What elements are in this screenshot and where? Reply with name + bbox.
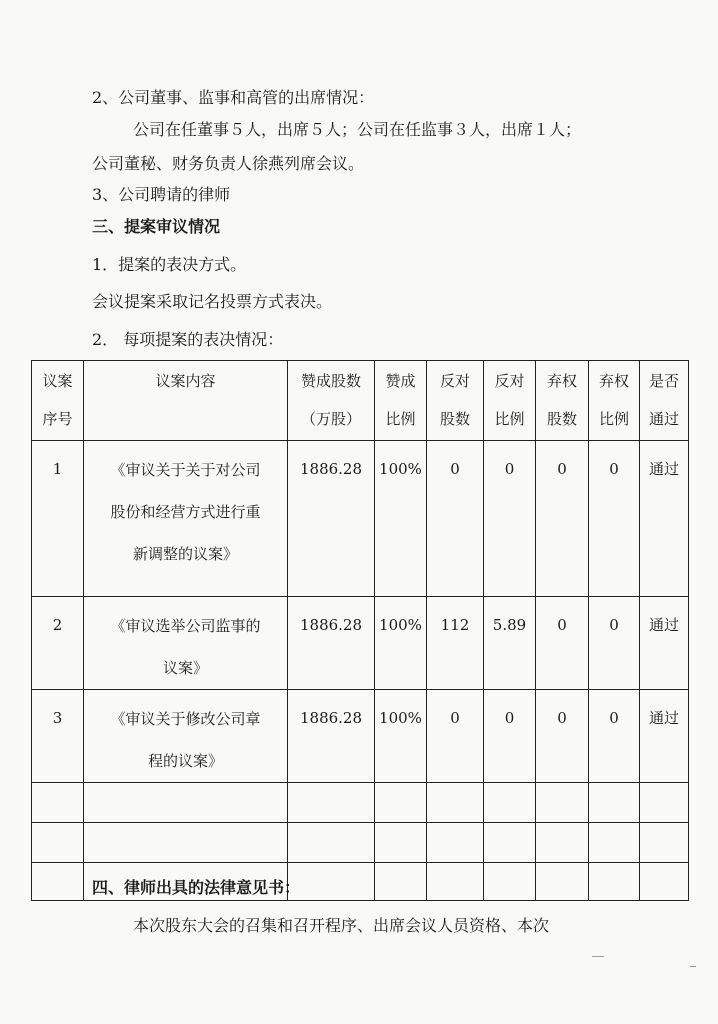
table-row	[32, 690, 689, 783]
item2-title: 2、公司董事、监事和高管的出席情况：	[92, 88, 375, 107]
empty-row	[32, 783, 689, 823]
abstain-shares: 0	[536, 597, 589, 690]
abstain-ratio: 0	[589, 441, 640, 597]
header-for-ratio: 赞成 比例	[375, 361, 427, 441]
against-shares: 0	[427, 690, 484, 783]
proposal-no: 1	[32, 441, 84, 597]
passed-status: 通过	[640, 690, 689, 783]
proposal-content: 《审议关于关于对公司 股份和经营方式进行重 新调整的议案》	[84, 441, 288, 597]
header-for-shares: 赞成股数 （万股）	[288, 361, 375, 441]
item3-title: 3、公司聘请的律师	[92, 185, 231, 204]
for-shares: 1886.28	[288, 690, 375, 783]
header-abstain-ratio: 弃权 比例	[589, 361, 640, 441]
header-against-ratio: 反对 比例	[484, 361, 536, 441]
scan-speck	[690, 966, 696, 967]
against-ratio: 5.89	[484, 597, 536, 690]
passed-status: 通过	[640, 597, 689, 690]
voting-results-table	[31, 360, 689, 901]
scan-speck	[592, 956, 604, 957]
proposal-no: 2	[32, 597, 84, 690]
empty-row	[32, 823, 689, 863]
abstain-ratio: 0	[589, 597, 640, 690]
for-ratio: 100%	[375, 597, 427, 690]
for-shares: 1886.28	[288, 597, 375, 690]
abstain-shares: 0	[536, 690, 589, 783]
header-proposal-no: 议案 序号	[32, 361, 84, 441]
header-proposal-content: 议案内容	[84, 361, 288, 441]
against-ratio: 0	[484, 441, 536, 597]
legal-opinion-text: 本次股东大会的召集和召开程序、出席会议人员资格、本次	[133, 916, 550, 935]
voting-method-text: 会议提案采取记名投票方式表决。	[92, 292, 333, 311]
for-shares: 1886.28	[288, 441, 375, 597]
against-ratio: 0	[484, 690, 536, 783]
section3-heading: 三、提案审议情况	[92, 217, 221, 236]
abstain-ratio: 0	[589, 690, 640, 783]
proposal-no: 3	[32, 690, 84, 783]
proposal-content: 《审议关于修改公司章 程的议案》	[84, 690, 288, 783]
header-against-shares: 反对 股数	[427, 361, 484, 441]
voting-method-title: 1．提案的表决方式。	[92, 255, 247, 274]
against-shares: 112	[427, 597, 484, 690]
header-abstain-shares: 弃权 股数	[536, 361, 589, 441]
for-ratio: 100%	[375, 690, 427, 783]
table-row	[32, 597, 689, 690]
attendance-line-1: 公司在任董事５人，出席５人；公司在任监事３人，出席１人；	[133, 120, 582, 139]
passed-status: 通过	[640, 441, 689, 597]
against-shares: 0	[427, 441, 484, 597]
attendance-line-2: 公司董秘、财务负责人徐燕列席会议。	[92, 154, 365, 173]
voting-results-title: 2． 每项提案的表决情况：	[92, 330, 284, 349]
header-passed: 是否 通过	[640, 361, 689, 441]
for-ratio: 100%	[375, 441, 427, 597]
section4-heading: 四、律师出具的法律意见书：	[92, 878, 301, 897]
table-row	[32, 441, 689, 597]
proposal-content: 《审议选举公司监事的 议案》	[84, 597, 288, 690]
table-header-row	[32, 361, 689, 441]
abstain-shares: 0	[536, 441, 589, 597]
